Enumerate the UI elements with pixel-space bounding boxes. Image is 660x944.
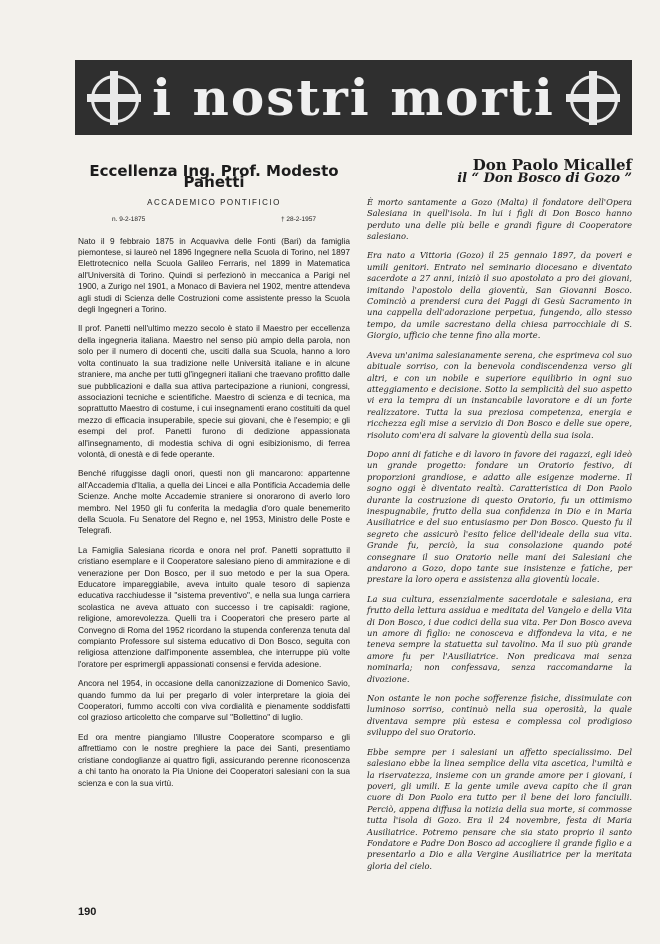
death-date: † 28-2-1957	[280, 216, 316, 224]
left-paragraph: La Famiglia Salesiana ricorda e onora nel prof. Panetti soprattutto il cristiano esemplare e il Cooperatore salesiano pieno di ammirazione e di venerazione per Don Bosco, per il suo metodo e per la sua Opera. Educatore impareggiabile, aveva intuito quale tesoro di sapienza educativa racchiudesse il "sistema preventivo", e nella sua lunga carriera scolastica ne aveva attuato con successo i tre capisaldi: ragione, religione, amorevolezza. Quelli tra i Cooperatori che presero parte al Convegno di Roma del 1952 ricordano la stupenda conferenza tenuta dal compianto Professore sul sistema educativo di Don Bosco, seguita con religiosa attenzione dall'imponente assemblea, che interruppe più volte l'oratore per esprimergli appassionati consensi e fervida adesione.	[78, 544, 350, 669]
left-paragraph: Nato il 9 febbraio 1875 in Acquaviva delle Fonti (Bari) da famiglia piemontese, si laureò nel 1896 Ingegnere nella Scuola di Torino, nel 1897 Elettrotecnico nella Scuola Galileo Ferraris, nel 1899 in Matematica all'Università di Torino. Quindi si perfezionò in meccanica a Parigi nel 1900, a Zurigo nel 1901, a Monaco di Baviera nel 1902, mentre attendeva agli studi di Scienza delle Costruzioni come assistente presso la Scuola degli Ingegneri a Torino.	[78, 235, 350, 315]
right-paragraph: È morto santamente a Gozo (Malta) il fondatore dell'Opera Salesiana in quell'isola. In lui i figli di Don Bosco hanno perduto una delle più belle e grandi figure di Cooperatore salesiano.	[367, 196, 632, 242]
left-paragraph: Ed ora mentre piangiamo l'illustre Cooperatore scomparso e gli affrettiamo con le nostre preghiere la pace dei Santi, presentiamo cristiane condoglianze ai quattro figli, assicurando perenne riconoscenza a chi tanto ha onorato la Pia Unione dei Cooperatori salesiani con la sua scienza e con la sua virtù.	[78, 731, 350, 788]
right-article-subtitle: il “ Don Bosco di Gozo ”	[457, 171, 632, 187]
right-article-title: Don Paolo Micallef	[472, 156, 632, 174]
left-article-dates	[78, 214, 350, 225]
right-paragraph: Ebbe sempre per i salesiani un affetto specialissimo. Del salesiano ebbe la linea semplice della vita ascetica, l'umiltà e la riservatezza, insieme con un grande amore per i giovani, i poveri, gli umili. E la gente umile aveva capito che il gran cuore di Don Paolo era tutto per il bene dei loro fanciulli. Perciò, appena diffusa la notizia della sua morte, si commosse tutta l'isola di Gozo. Era il 24 novembre, festa di Maria Ausiliatrice. Potremo pensare che sia stato proprio il santo Fondatore e Padre Don Bosco ad accogliere il grande figlio e a presentarlo a Dio e alla Vergine Ausiliatrice per la meritata gloria del cielo.	[367, 746, 632, 871]
left-article-subtitle: ACCADEMICO PONTIFICIO	[147, 197, 281, 207]
cross-circle-icon	[566, 71, 620, 125]
right-paragraph: Aveva un'anima salesianamente serena, che esprimeva col suo abituale sorriso, con la benevola condiscendenza verso gli altri, e con un nobile e superiore equilibrio in ogni suo atteggiamento e decisione. Sotto la semplicità del suo aspetto vi era la tempra di un instancabile lavoratore e di un forte realizzatore. Tutta la sua preziosa competenza, energia e ricchezza egli mise a servizio di Don Bosco e delle sue opere, risoluto com'era di salvare la gioventù della sua isola.	[367, 349, 632, 440]
right-column	[367, 156, 632, 880]
right-paragraph: Dopo anni di fatiche e di lavoro in favore dei ragazzi, egli ideò un grande progetto: fondare un Oratorio festivo, di proporzioni grandiose, e adatto alle esigenze moderne. Il sogno oggi è diventato realtà. Caratteristica di Don Paolo durante la costruzione di questo Oratorio, fu un ottimismo inespugnabile, frutto della sua confidenza in Dio e in Maria Ausiliatrice e del suo entusiasmo per Don Bosco. Questo fu il segreto che assicurò l'esito felice dell'ideale della sua vita. Grande fu, perciò, la sua consolazione quando poté consegnare il suo Oratorio nelle mani dei Salesiani che andarono a Gozo, dopo tante sue insistenze e fatiche, per prestare la loro opera e assistenza alla gioventù locale.	[367, 448, 632, 585]
page-banner	[75, 60, 632, 135]
right-paragraph: La sua cultura, essenzialmente sacerdotale e salesiana, era frutto della lettura assidua e meditata del Vangelo e della Vita di Don Bosco, i due codici della sua vita. Per Don Bosco aveva un amore di figlio: ne conosceva e diffondeva la vita, e ne teneva sempre la statuetta sul tavolino. Ma il suo più grande amore fu per l'Ausiliatrice. Non predicava mai senza nominarla; non confessava, senza raccomandarne la divozione.	[367, 593, 632, 684]
birth-date: n. 9-2-1875	[112, 216, 146, 224]
left-column	[78, 160, 350, 797]
cross-circle-icon	[87, 71, 141, 125]
banner-title: i nostri morti	[152, 68, 555, 127]
right-paragraph: Era nato a Vittoria (Gozo) il 25 gennaio 1897, da poveri e umili genitori. Entrato nel seminario diocesano e diventato sacerdote a 27 anni, iniziò il suo apostolato a pro dei giovani, imitando l'apostolo della gioventù, San Giovanni Bosco. Cominciò a prendersi cura dei Paggi di Gesù Sacramento in una cappella dell'adorazione perpetua, fungendo, allo stesso tempo, da umile sacrestano della chiesa parrocchiale di S. Giorgio, ufficio che tenne fino alla morte.	[367, 250, 632, 341]
left-paragraph: Il prof. Panetti nell'ultimo mezzo secolo è stato il Maestro per eccellenza della ingegneria italiana. Maestro nel senso più ampio della parola, non solo per il numero di docenti che, usciti dalla sua Scuola, hanno a loro volta continuato la sua tradizione nelle Università italiane e in alcune straniere, ma anche per tutti gl'ingegneri italiani che traevano profitto dalle sue pubblicazioni e dalla sua attiva partecipazione a riunioni, congressi, associazioni tecniche e scientifiche. Maestro di scienza e di tecnica, ma soprattutto Maestro di costume, i cui insegnamenti erano costituiti da quel mezzo di efficacia insuperabile, specie sui giovani, che è l'esempio; e gli esempi del prof. Panetti furono di dedizione appassionata all'insegnamento, di modestia schiva di ogni esibizionismo, di ferrea volontà, di onestà e di fede operante.	[78, 323, 350, 459]
left-article-title: Eccellenza Ing. Prof. Modesto Panetti	[89, 162, 339, 192]
page-number: 190	[78, 906, 97, 918]
right-paragraph: Non ostante le non poche sofferenze fisiche, dissimulate con luminoso sorriso, continuò nella sua operosità, la quale diventava sempre più estesa e complessa col prodigioso sviluppo del suo Oratorio.	[367, 693, 632, 738]
left-paragraph: Benché rifuggisse dagli onori, questi non gli mancarono: appartenne all'Accademia d'Italia, a quella dei Lincei e alla Pontificia Accademia delle Scienze. Anche molte Accademie straniere si onorarono di averlo loro membro. Nel 1950 gli fu conferita la medaglia d'oro quale benemerito della Scuola. Fu Senatore del Regno e, nel 1953, Ministro delle Poste e Telegrafi.	[78, 468, 350, 536]
left-paragraph: Ancora nel 1954, in occasione della canonizzazione di Domenico Savio, quando fummo da lui per pregarlo di voler interpretare la gioia dei Cooperatori, fummo accolti con viva cordialità e pienamente soddisfatti col grazioso articoletto che comparve sul "Bollettino" di luglio.	[78, 678, 350, 723]
